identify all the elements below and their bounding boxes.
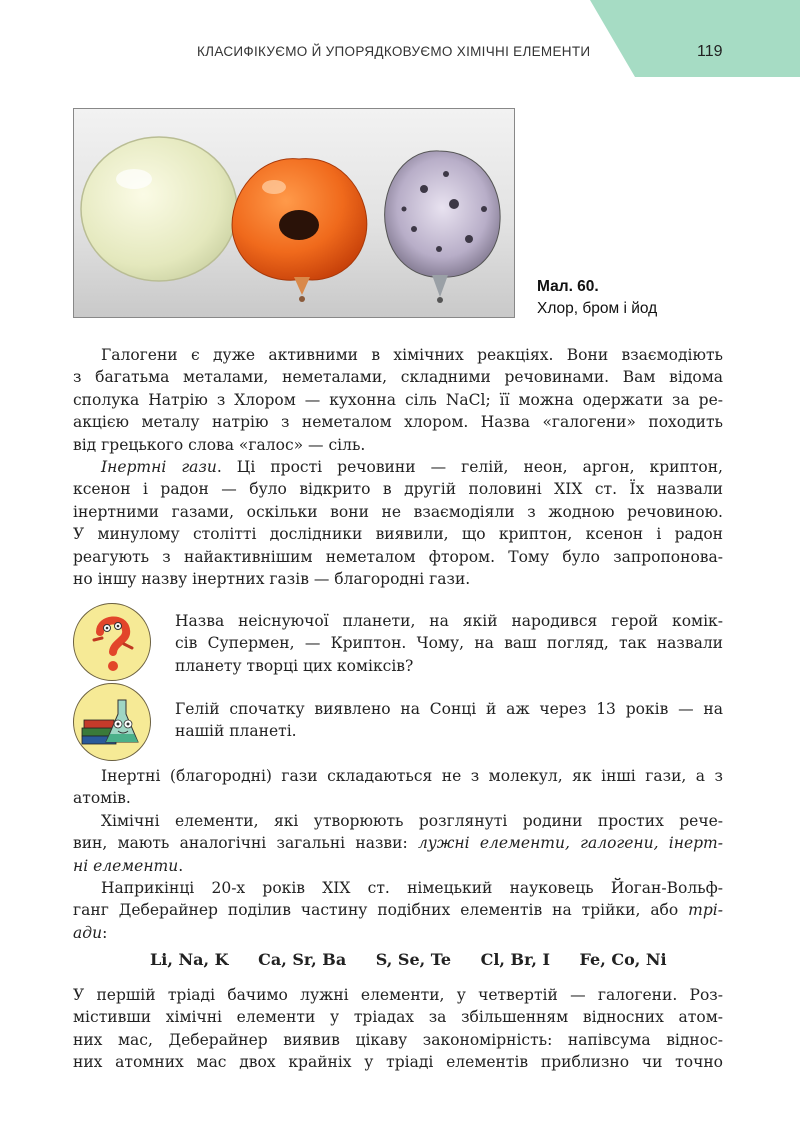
text-line: від грецького слова «галос» — сіль. <box>73 435 366 454</box>
text-line <box>73 899 723 921</box>
note-krypton-question <box>175 610 723 677</box>
text-line: Інертні (благородні) гази складаються не з молекул, як інші гази, а з <box>101 767 723 785</box>
paragraph-halogens <box>73 344 723 456</box>
text-line: атомів. <box>73 789 131 808</box>
text-line: У першій тріаді бачимо лужні елементи, у четвертій — галогени. Роз- <box>73 986 723 1004</box>
text-line: У минулому столітті дослідники виявили, що криптон, ксенон і радон <box>73 525 723 544</box>
text-line: но іншу назву інертних газів — благородні гази. <box>73 570 471 589</box>
paragraph-dobereiner <box>73 877 723 944</box>
text-run: ганг Деберайнер поділив частину подібних елементів на трійки, або <box>73 901 689 920</box>
text-run: : <box>102 923 108 942</box>
text-line: Хімічні елементи, які утворюють розглянуті родини простих рече- <box>101 812 723 830</box>
text-line: сів Супермен, — Криптон. Чому, на ваш погляд, так назвали <box>175 634 723 653</box>
text-line: містивши хімічні елементи у тріадах за збільшенням відносних атом- <box>73 1008 723 1027</box>
text-line: ксенон і радон — було відкрито в другій половині XIX ст. Їх назвали <box>73 480 723 499</box>
term-inert-gases: Інертні гази <box>101 458 217 476</box>
page-number: 119 <box>697 43 723 60</box>
triad-item: Fe, Co, Ni <box>579 950 667 969</box>
triad-item: Cl, Br, I <box>480 950 550 969</box>
text-line: акцією металу натрію з неметалом хлором. Назва «галогени» походить <box>73 413 723 432</box>
text-run: вин, мають аналогічні загальні назви: <box>73 834 418 853</box>
text-line <box>73 456 723 478</box>
text-line <box>73 832 723 854</box>
triads-list <box>150 950 691 969</box>
paragraph-inert-gases <box>73 456 723 590</box>
text-line: них атомних мас двох крайніх у тріаді елементів приблизно чи точно <box>73 1053 723 1072</box>
question-mark-icon <box>73 603 151 681</box>
triad-item: S, Se, Te <box>375 950 452 969</box>
text-line: Галогени є дуже активними в хімічних реакціях. Вони взаємодіють <box>101 346 723 364</box>
text-line: Гелій спочатку виявлено на Сонці й аж через 13 років — на <box>175 700 723 718</box>
running-header-title: КЛАСИФІКУЄМО Й УПОРЯДКОВУЄМО ХІМІЧНІ ЕЛЕМЕНТИ <box>197 44 591 59</box>
text-line: з багатьма металами, неметалами, складними речовинами. Вам відома <box>73 368 723 387</box>
paragraph-noble-gases-atoms <box>73 765 723 810</box>
text-line: нашій планеті. <box>175 722 297 741</box>
text-line: сполука Натрію з Хлором — кухонна сіль NaCl; її можна одержати за ре- <box>73 390 723 409</box>
text-line <box>73 922 723 944</box>
term-element-families-end: ні елементи <box>73 856 179 875</box>
header-accent-band <box>590 0 800 77</box>
triad-item: Li, Na, K <box>150 950 229 969</box>
note-helium-fact <box>175 698 723 743</box>
paragraph-triad-pattern <box>73 984 723 1074</box>
paragraph-general-names <box>73 810 723 877</box>
figure-caption: Хлор, бром і йод <box>537 300 658 317</box>
term-element-families: лужні елементи, галогени, інерт- <box>417 834 723 853</box>
term-triads: трі- <box>688 901 723 920</box>
text-line: Назва неіснуючої планети, на якій народився герой комік- <box>175 612 723 630</box>
text-run: . <box>178 856 184 875</box>
figure-label: Мал. 60. <box>537 278 599 295</box>
text-line: планету творці цих коміксів? <box>175 656 414 675</box>
books-flask-icon <box>73 683 151 761</box>
text-line: реагують з найактивнішим неметалом фтором. Тому було запропонова- <box>73 547 723 566</box>
figure-halogen-flasks <box>73 108 515 318</box>
flasks-photo <box>74 109 514 317</box>
triad-item: Ca, Sr, Ba <box>258 950 347 969</box>
text-line: Наприкінці 20-х років XIX ст. німецький науковець Йоган-Вольф- <box>101 879 723 897</box>
term-triads-end: ади <box>73 923 103 942</box>
text-line: них мас, Деберайнер виявив цікаву закономірність: напівсума віднос- <box>73 1030 723 1049</box>
text-line: інертними газами, оскільки вони не взаємодіяли з жодною речовиною. <box>73 502 723 521</box>
text-line <box>73 855 723 877</box>
text-run: . Ці прості речовини — гелій, неон, аргон, криптон, <box>216 458 723 476</box>
